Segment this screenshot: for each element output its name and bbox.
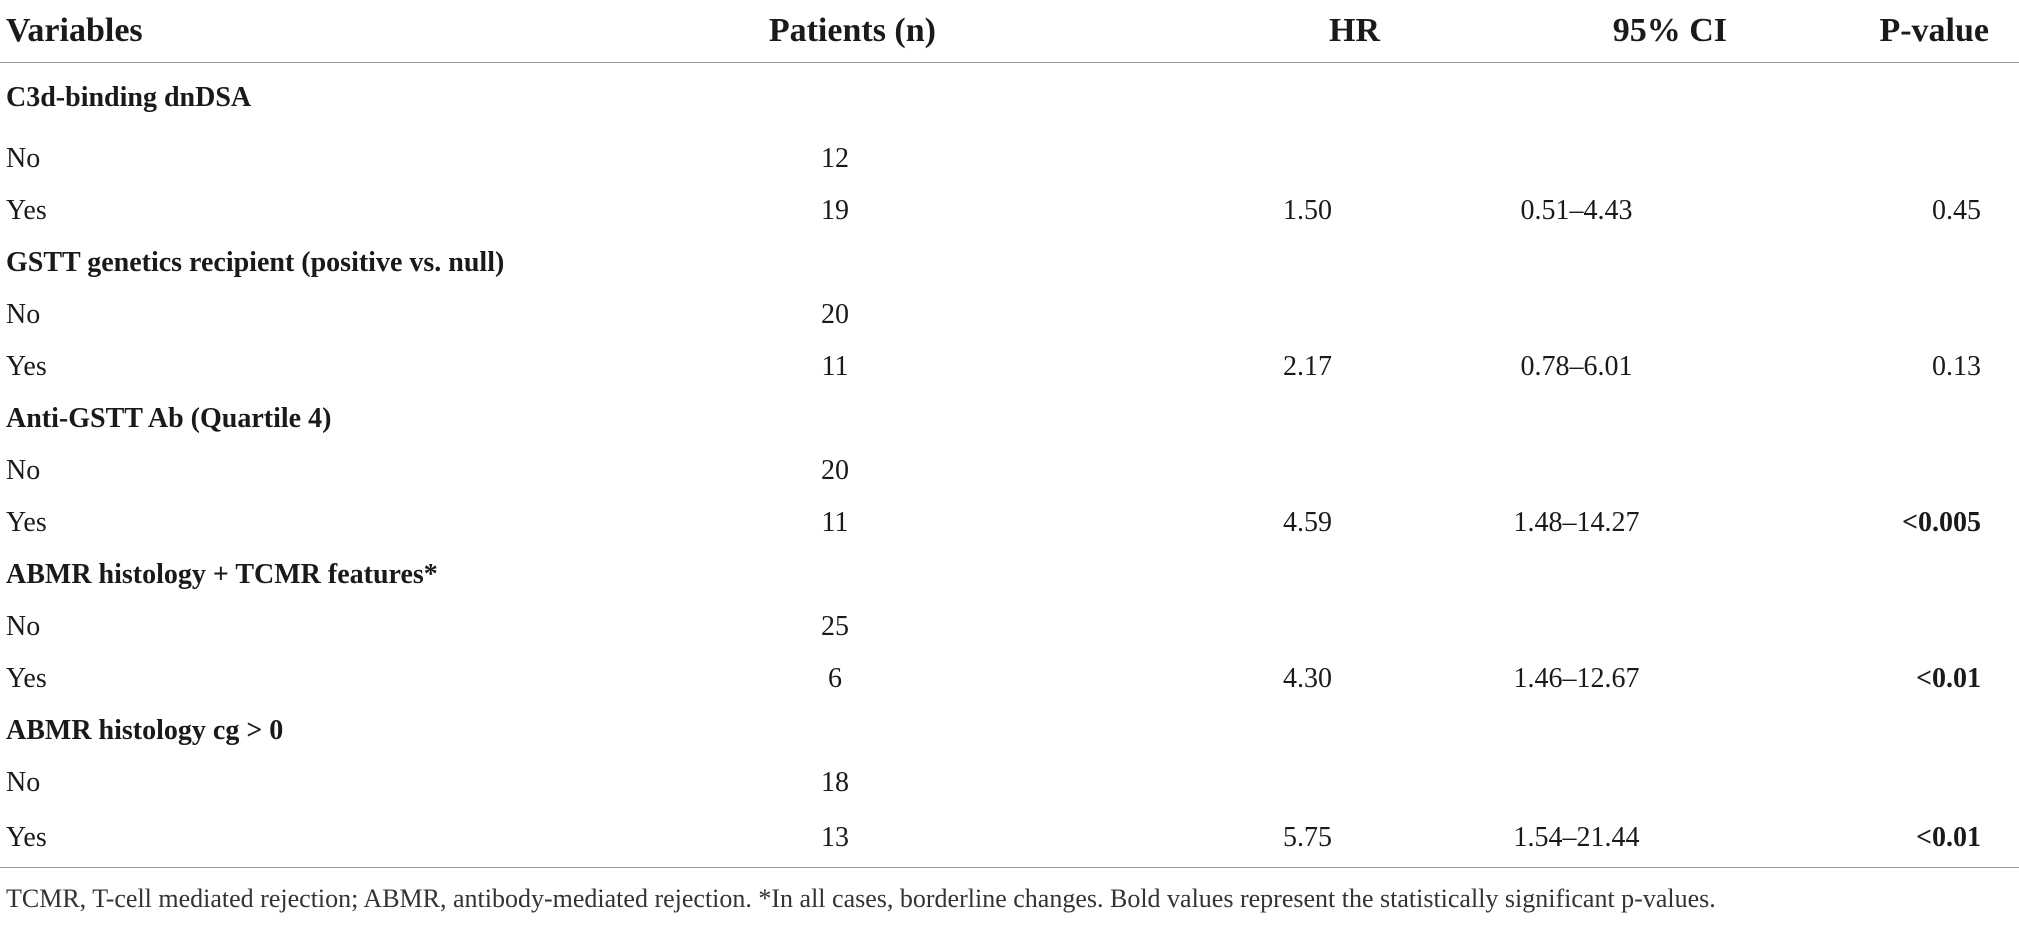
row-hr: 4.59: [1283, 507, 1332, 538]
row-level: Yes: [6, 507, 47, 538]
row-p-value: [1765, 289, 2019, 341]
group-label: GSTT genetics recipient (positive vs. null): [6, 247, 505, 278]
table-row: [0, 653, 2019, 705]
row-ci: 1.54–21.44: [1513, 822, 1640, 853]
row-patients: 11: [821, 507, 849, 538]
row-level: No: [6, 299, 41, 330]
row-ci-cell: [1400, 445, 1765, 497]
row-p-value: [1765, 445, 2019, 497]
row-ci-cell: [1400, 601, 1765, 653]
row-ci-cell: [1400, 341, 1765, 393]
header-p-value: P-value: [1765, 0, 2019, 63]
row-ci-cell: [1400, 133, 1765, 185]
row-ci-cell: [1400, 289, 1765, 341]
row-patients-cell: [700, 445, 1010, 497]
row-patients: 20: [821, 299, 849, 330]
row-patients: 6: [828, 663, 842, 694]
row-hr: [1010, 133, 1400, 185]
row-p-value: 0.45: [1932, 195, 1981, 226]
table-row: [0, 289, 2019, 341]
row-p-value: [1765, 133, 2019, 185]
row-level: Yes: [6, 351, 47, 382]
row-p-value: 0.13: [1932, 351, 1981, 382]
table-body: [0, 63, 2019, 868]
row-hr: 2.17: [1283, 351, 1332, 382]
group-label: C3d-binding dnDSA: [6, 82, 252, 113]
table-row: [0, 133, 2019, 185]
table-row: [0, 757, 2019, 809]
row-p-value: [1765, 601, 2019, 653]
table-row: [0, 809, 2019, 868]
row-hr: [1010, 289, 1400, 341]
row-level: No: [6, 767, 41, 798]
group-row: [0, 237, 2019, 289]
row-patients-cell: [700, 185, 1010, 237]
header-patients: Patients (n): [700, 0, 1010, 63]
row-hr: [1010, 757, 1400, 809]
row-patients: 19: [821, 195, 849, 226]
row-patients-cell: [700, 341, 1010, 393]
table-row: [0, 185, 2019, 237]
row-hr: [1010, 445, 1400, 497]
group-row: [0, 549, 2019, 601]
row-patients-cell: [700, 133, 1010, 185]
row-patients: 18: [821, 767, 849, 798]
row-patients: 25: [821, 611, 849, 642]
row-patients-cell: [700, 809, 1010, 868]
row-ci-cell: [1400, 757, 1765, 809]
row-ci: 1.46–12.67: [1513, 663, 1640, 694]
row-p-value: <0.01: [1765, 809, 2019, 868]
row-patients: 13: [821, 822, 849, 853]
row-level: No: [6, 455, 41, 486]
row-patients-cell: [700, 653, 1010, 705]
row-p-value: <0.005: [1902, 507, 1981, 538]
header-variables: Variables: [0, 0, 700, 63]
table-row: [0, 445, 2019, 497]
row-p-value: [1765, 757, 2019, 809]
row-hr: 1.50: [1283, 195, 1332, 226]
row-ci: 0.78–6.01: [1520, 351, 1633, 382]
row-patients-cell: [700, 601, 1010, 653]
row-ci: 1.48–14.27: [1513, 507, 1640, 538]
table-row: [0, 341, 2019, 393]
row-ci: 0.51–4.43: [1520, 195, 1633, 226]
row-hr: 4.30: [1283, 663, 1332, 694]
group-label: ABMR histology cg > 0: [6, 715, 284, 746]
row-level: Yes: [6, 195, 47, 226]
group-row: [0, 393, 2019, 445]
row-ci-cell: [1400, 653, 1765, 705]
table-footnote: TCMR, T-cell mediated rejection; ABMR, antibody-mediated rejection. *In all cases, borderline changes. Bold values represent the statistically significant p-values.: [6, 884, 1716, 913]
group-label: Anti-GSTT Ab (Quartile 4): [6, 403, 332, 434]
row-patients-cell: [700, 757, 1010, 809]
row-patients: 20: [821, 455, 849, 486]
row-p-value: <0.01: [1916, 663, 1981, 694]
row-level: Yes: [6, 663, 47, 694]
header-hr: HR: [1010, 0, 1400, 63]
row-ci-cell: [1400, 497, 1765, 549]
table-row: [0, 601, 2019, 653]
row-level: No: [6, 611, 41, 642]
row-hr: 5.75: [1010, 809, 1400, 868]
group-row: [0, 63, 2019, 134]
row-patients: 12: [821, 143, 849, 174]
group-label: ABMR histology + TCMR features*: [6, 559, 438, 590]
row-level: Yes: [0, 809, 700, 868]
row-patients-cell: [700, 289, 1010, 341]
row-level: No: [6, 143, 41, 174]
row-ci-cell: [1400, 185, 1765, 237]
row-patients: 11: [821, 351, 849, 382]
table-header-row: [0, 0, 2019, 63]
table-row: [0, 497, 2019, 549]
row-ci-cell: [1400, 809, 1765, 868]
row-hr: [1010, 601, 1400, 653]
group-row: [0, 705, 2019, 757]
header-ci: 95% CI: [1400, 0, 1765, 63]
row-patients-cell: [700, 497, 1010, 549]
